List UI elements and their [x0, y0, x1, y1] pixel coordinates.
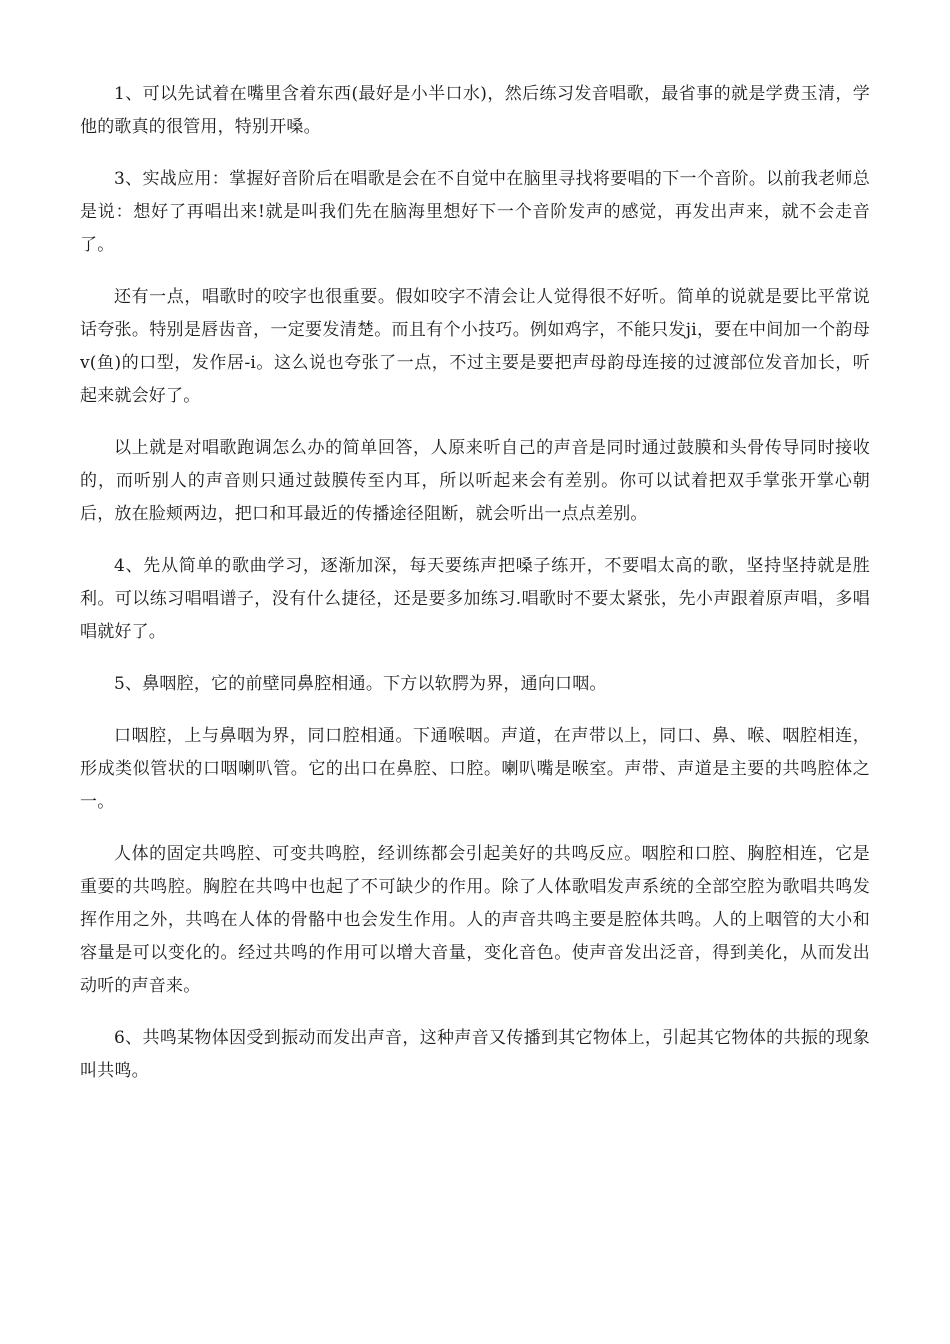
paragraph-6: 6、共鸣某物体因受到振动而发出声音，这种声音又传播到其它物体上，引起其它物体的共振的现象叫共鸣。 — [80, 1028, 870, 1081]
paragraph-4: 4、先从简单的歌曲学习，逐渐加深，每天要练声把嗓子练开，不要唱太高的歌，坚持坚持就是胜利。可以练习唱唱谱子，没有什么捷径，还是要多加练习.唱歌时不要太紧张，先小声跟着原声唱，多唱唱就好了。 — [80, 556, 870, 642]
document-body — [80, 78, 870, 1107]
paragraph-3: 3、实战应用：掌握好音阶后在唱歌是会在不自觉中在脑里寻找将要唱的下一个音阶。以前我老师总是说：想好了再唱出来!就是叫我们先在脑海里想好下一个音阶发声的感觉，再发出声来，就不会走音了。 — [80, 169, 870, 255]
paragraph-1: 1、可以先试着在嘴里含着东西(最好是小半口水)，然后练习发音唱歌，最省事的就是学费玉清，学他的歌真的很管用，特别开嗓。 — [80, 84, 870, 137]
paragraph-oropharynx: 口咽腔，上与鼻咽为界，同口腔相通。下通喉咽。声道，在声带以上，同口、鼻、喉、咽腔相连，形成类似管状的口咽喇叭管。它的出口在鼻腔、口腔。喇叭嘴是喉室。声带、声道是主要的共鸣腔体之一。 — [80, 726, 870, 812]
paragraph-resonance-cavities: 人体的固定共鸣腔、可变共鸣腔，经训练都会引起美好的共鸣反应。咽腔和口腔、胸腔相连，它是重要的共鸣腔。胸腔在共鸣中也起了不可缺少的作用。除了人体歌唱发声系统的全部空腔为歌唱共鸣发挥作用之外，共鸣在人体的骨骼中也会发生作用。人的声音共鸣主要是腔体共鸣。人的上咽管的大小和容量是可以变化的。经过共鸣的作用可以增大音量，变化音色。使声音发出泛音，得到美化，从而发出动听的声音来。 — [80, 844, 870, 996]
paragraph-5: 5、鼻咽腔，它的前壁同鼻腔相通。下方以软腭为界，通向口咽。 — [114, 674, 607, 694]
paragraph-summary: 以上就是对唱歌跑调怎么办的简单回答，人原来听自己的声音是同时通过鼓膜和头骨传导同时接收的，而听别人的声音则只通过鼓膜传至内耳，所以听起来会有差别。你可以试着把双手掌张开掌心朝后，放在脸颊两边，把口和耳最近的传播途径阻断，就会听出一点点差别。 — [80, 438, 870, 524]
paragraph-enunciation: 还有一点，唱歌时的咬字也很重要。假如咬字不清会让人觉得很不好听。简单的说就是要比平常说话夸张。特别是唇齿音，一定要发清楚。而且有个小技巧。例如鸡字，不能只发ji，要在中间加一个韵母v(鱼)的口型，发作居-i。这么说也夸张了一点，不过主要是要把声母韵母连接的过渡部位发音加长，听起来就会好了。 — [80, 287, 870, 406]
